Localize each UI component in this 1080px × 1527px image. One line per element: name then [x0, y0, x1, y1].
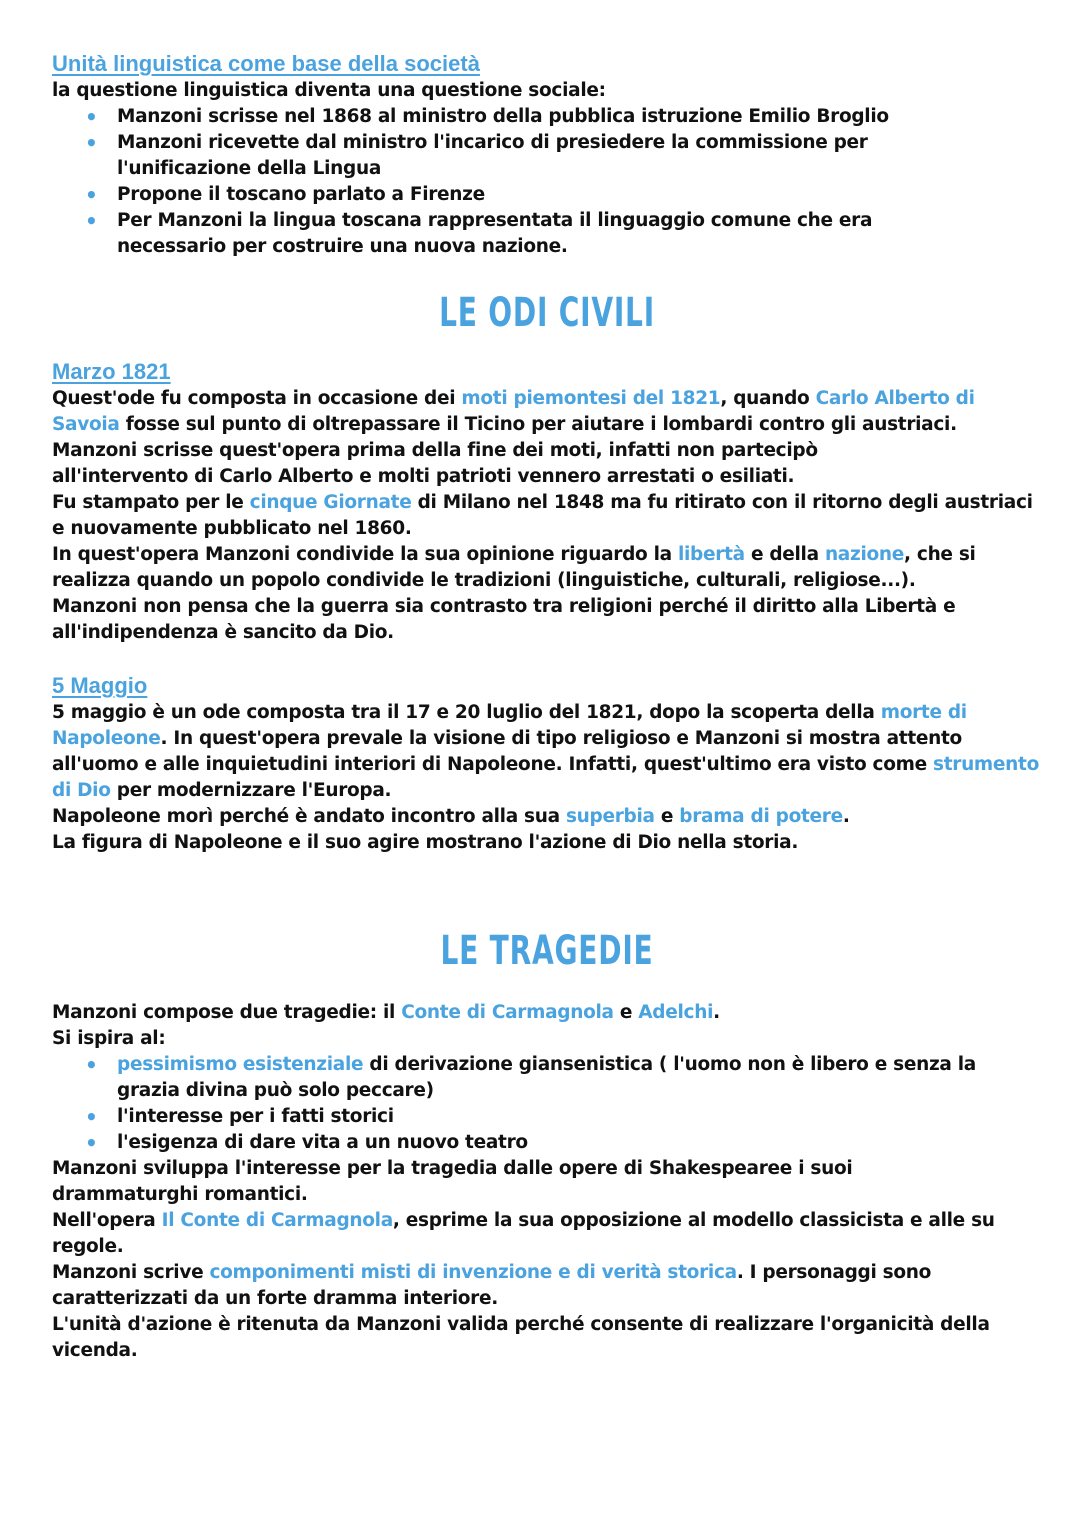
section-5-maggio — [52, 672, 1042, 856]
maggio-paragraph-3: La figura di Napoleone e il suo agire mostrano l'azione di Dio nella storia. — [52, 832, 799, 853]
tragedie-bullet-list — [52, 1052, 1042, 1156]
section-tragedie — [52, 1000, 1042, 1364]
list-item: • Propone il toscano parlato a Firenze — [117, 182, 1042, 208]
text: Manzoni compose due tragedie: il — [52, 1002, 402, 1023]
highlight: Il Conte di Carmagnola — [161, 1210, 393, 1231]
marzo-paragraph-3 — [52, 490, 1042, 542]
highlight: superbia — [565, 806, 655, 827]
tragedie-paragraph-3: Manzoni sviluppa l'interesse per la tragedia dalle opere di Shakespearee i suoi drammaturghi romantici. — [52, 1158, 853, 1205]
text: di derivazione giansenistica ( l'uomo non è libero e senza la grazia divina può solo peccare) — [117, 1054, 976, 1101]
tragedie-paragraph-1 — [52, 1000, 1042, 1026]
highlight: cinque Giornate — [249, 492, 412, 513]
text: . — [713, 1002, 720, 1023]
notes-page — [52, 50, 1042, 1364]
text: . I personaggi sono caratterizzati da un forte dramma interiore. — [52, 1262, 932, 1309]
text: per modernizzare l'Europa. — [110, 780, 392, 801]
text: e della — [744, 544, 825, 565]
list-item: • Manzoni ricevette dal ministro l'incarico di presiedere la commissione per l'unificazione della Lingua — [117, 130, 1042, 182]
text: , quando — [720, 388, 816, 409]
highlight: brama di potere — [679, 806, 843, 827]
list-item: • Per Manzoni la lingua toscana rappresentata il linguaggio comune che era necessario per costruire una nuova nazione. — [117, 208, 1042, 260]
text: , che si realizza quando un popolo condivide le tradizioni (linguistiche, culturali, religiose...). — [52, 544, 976, 591]
marzo-paragraph-4 — [52, 542, 1042, 594]
highlight: pessimismo esistenziale — [117, 1054, 364, 1075]
highlight: nazione — [824, 544, 905, 565]
list-item: • Manzoni scrisse nel 1868 al ministro della pubblica istruzione Emilio Broglio — [117, 104, 1042, 130]
highlight: moti piemontesi del 1821 — [461, 388, 721, 409]
heading-tragedie: LE TRAGEDIE — [440, 928, 654, 974]
text: , esprime la sua opposizione al modello classicista e alle su regole. — [52, 1210, 995, 1257]
section-unita-linguistica — [52, 50, 1042, 260]
unita-intro: la questione linguistica diventa una questione sociale: — [52, 80, 606, 101]
section-title-unita: Unità linguistica come base della società — [52, 51, 480, 76]
marzo-paragraph-5: Manzoni non pensa che la guerra sia contrasto tra religioni perché il diritto alla Libertà e all'indipendenza è sancito da Dio. — [52, 596, 956, 643]
tragedie-paragraph-2: Si ispira al: — [52, 1028, 166, 1049]
highlight: morte di Napoleone — [52, 702, 967, 749]
marzo-paragraph-1 — [52, 386, 1042, 438]
tragedie-paragraph-4 — [52, 1208, 1042, 1260]
text: Quest'ode fu composta in occasione dei — [52, 388, 462, 409]
section-title-maggio: 5 Maggio — [52, 673, 148, 698]
text: . — [842, 806, 850, 827]
maggio-paragraph-1 — [52, 700, 1042, 804]
tragedie-paragraph-5 — [52, 1260, 1042, 1312]
section-marzo-1821 — [52, 358, 1042, 646]
text: fosse sul punto di oltrepassare il Ticino per aiutare i lombardi contro gli austriaci. — [119, 414, 957, 435]
text: e — [613, 1002, 639, 1023]
highlight: strumento di Dio — [52, 754, 1039, 801]
text: Napoleone morì perché è andato incontro alla sua — [52, 806, 566, 827]
highlight: Carlo Alberto di Savoia — [52, 388, 975, 435]
maggio-paragraph-2 — [52, 804, 1042, 830]
highlight: componimenti misti di invenzione e di verità storica — [209, 1262, 737, 1283]
list-item — [117, 1052, 1042, 1104]
marzo-paragraph-2: Manzoni scrisse quest'opera prima della fine dei moti, infatti non partecipò all'intervento di Carlo Alberto e molti patrioti vennero arrestati o esiliati. — [52, 440, 818, 487]
text: Manzoni scrive — [52, 1262, 210, 1283]
text: di Milano nel 1848 ma fu ritirato con il ritorno degli austriaci e nuovamente pubblicato nel 1860. — [52, 492, 1033, 539]
text: Nell'opera — [52, 1210, 162, 1231]
text: Fu stampato per le — [52, 492, 250, 513]
highlight: Adelchi — [638, 1002, 714, 1023]
highlight: Conte di Carmagnola — [401, 1002, 614, 1023]
tragedie-paragraph-6: L'unità d'azione è ritenuta da Manzoni valida perché consente di realizzare l'organicità della vicenda. — [52, 1314, 990, 1361]
unita-bullet-list — [52, 104, 1042, 260]
heading-odi-civili: LE ODI CIVILI — [439, 290, 655, 336]
list-item: • l'interesse per i fatti storici — [117, 1104, 1042, 1130]
text: In quest'opera Manzoni condivide la sua opinione riguardo la — [52, 544, 678, 565]
text: 5 maggio è un ode composta tra il 17 e 20 luglio del 1821, dopo la scoperta della — [52, 702, 881, 723]
text: e — [654, 806, 680, 827]
list-item: • l'esigenza di dare vita a un nuovo teatro — [117, 1130, 1042, 1156]
text: . In quest'opera prevale la visione di tipo religioso e Manzoni si mostra attento all'uomo e alle inquietudini interiori di Napoleone. Infatti, quest'ultimo era visto come — [52, 728, 962, 775]
section-title-marzo: Marzo 1821 — [52, 359, 171, 384]
highlight: libertà — [677, 544, 745, 565]
